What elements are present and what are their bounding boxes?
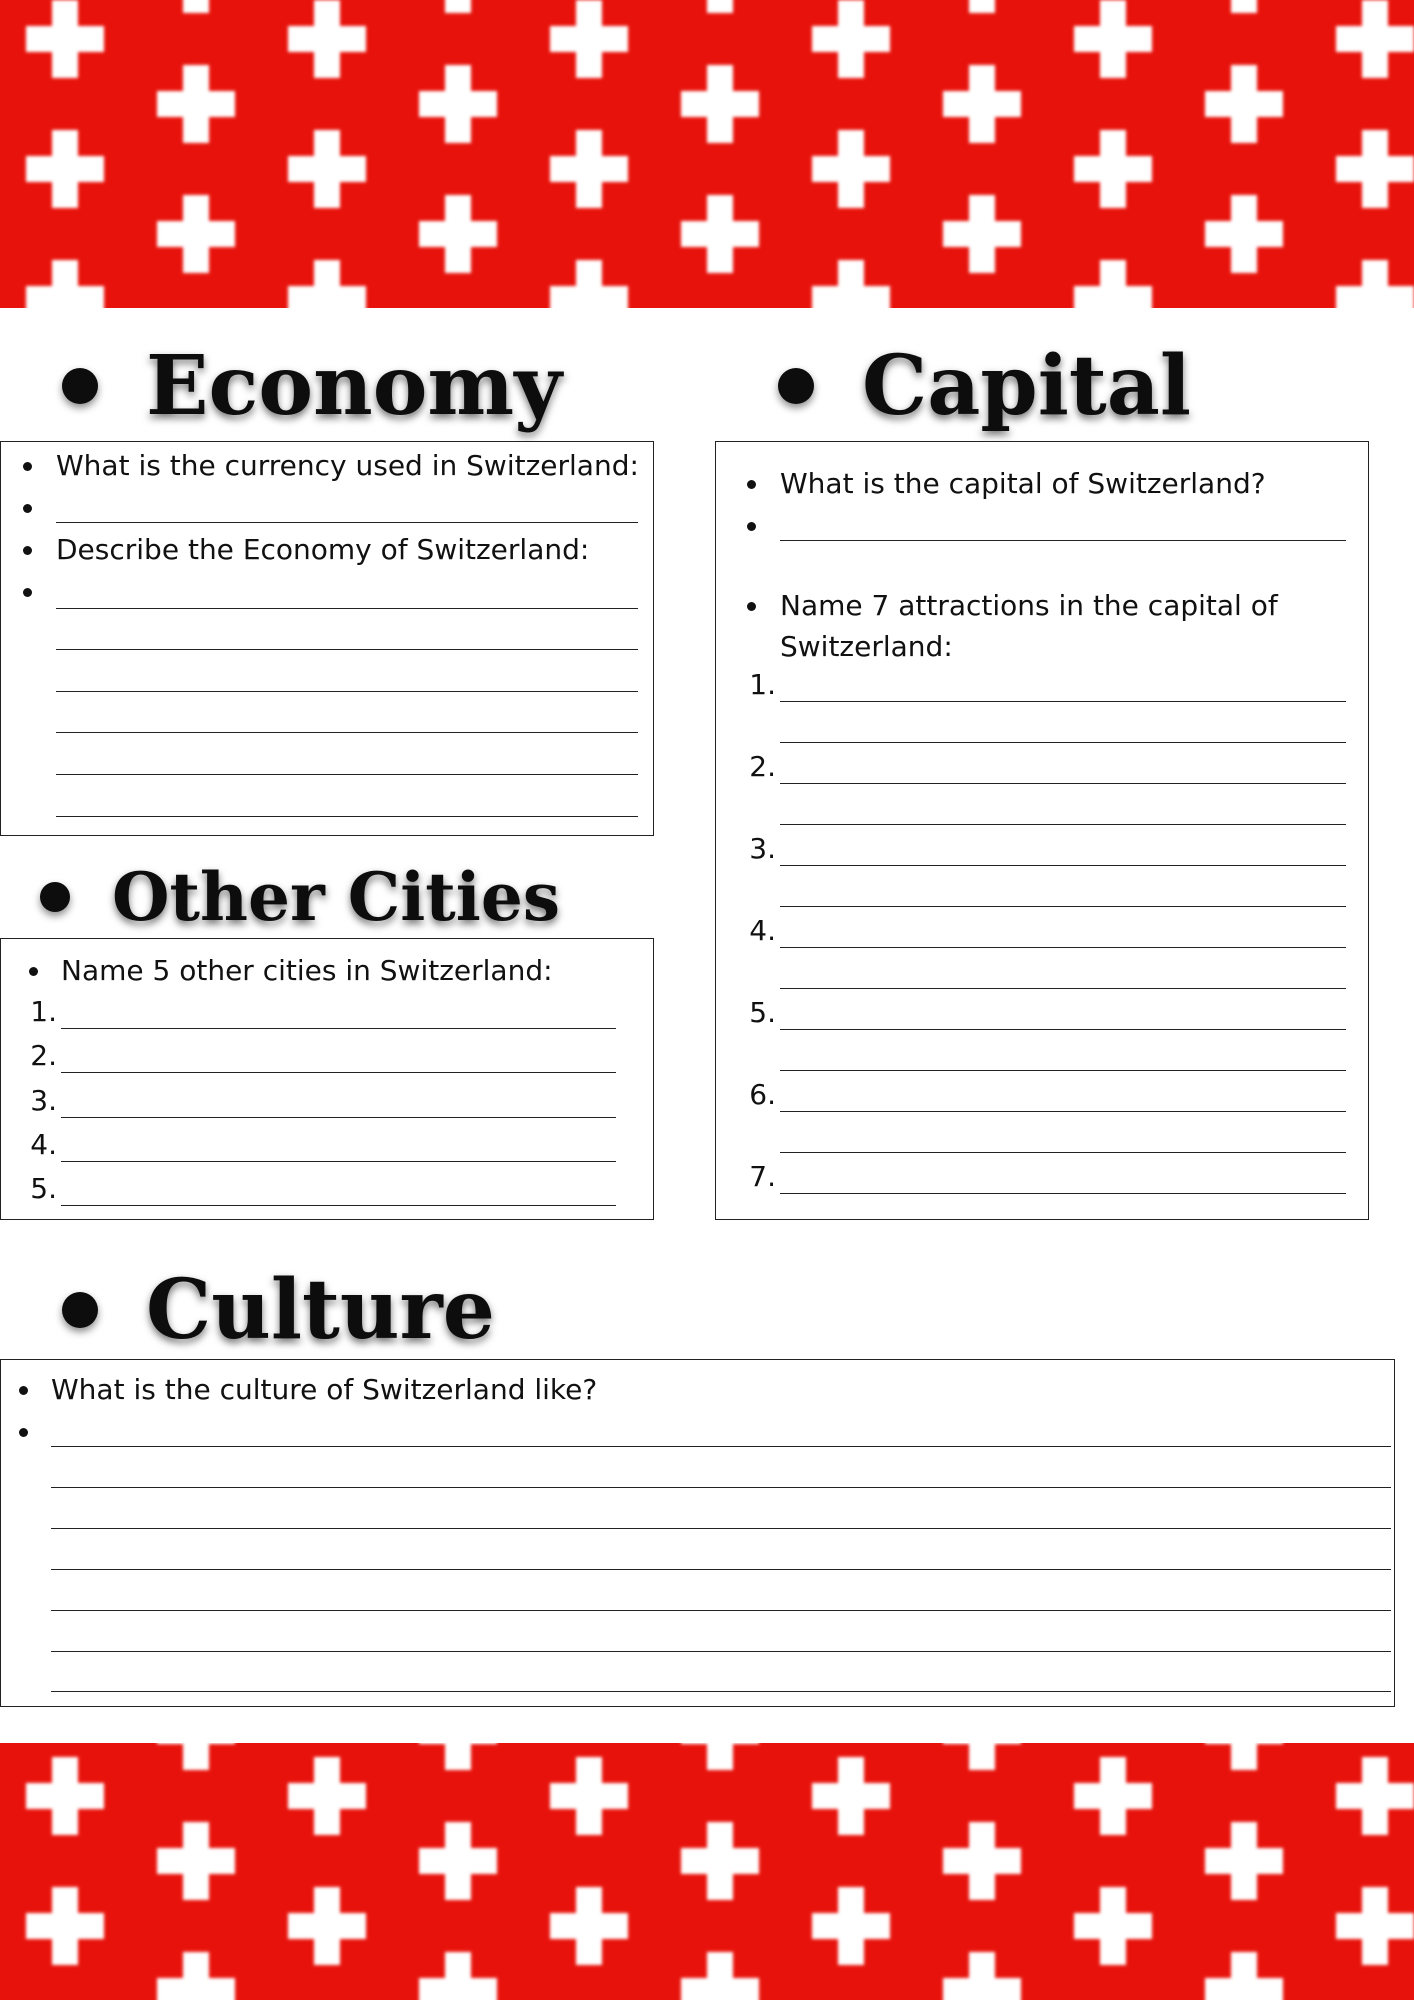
- answer-line[interactable]: [51, 1610, 1391, 1611]
- economy-question-currency: What is the currency used in Switzerland:: [56, 449, 639, 482]
- answer-line[interactable]: [61, 1117, 616, 1118]
- answer-line[interactable]: [61, 1072, 616, 1073]
- answer-line[interactable]: [56, 816, 638, 817]
- heading-bullet: [62, 1292, 98, 1328]
- answer-line[interactable]: [780, 824, 1346, 825]
- answer-line[interactable]: [780, 865, 1346, 866]
- answer-line[interactable]: [51, 1651, 1391, 1652]
- culture-box: [0, 1359, 1395, 1707]
- answer-line[interactable]: [61, 1028, 616, 1029]
- answer-line[interactable]: [780, 701, 1346, 702]
- answer-line[interactable]: [51, 1569, 1391, 1570]
- answer-line[interactable]: [51, 1691, 1391, 1692]
- culture-heading: [62, 1262, 495, 1358]
- list-number: 3.: [749, 832, 776, 865]
- economy-box: [0, 441, 654, 836]
- culture-question: What is the culture of Switzerland like?: [51, 1373, 598, 1406]
- answer-line[interactable]: [780, 906, 1346, 907]
- economy-title: Economy: [146, 338, 562, 434]
- list-number: 1.: [30, 995, 57, 1028]
- bullet: [23, 504, 32, 513]
- economy-question-describe: Describe the Economy of Switzerland:: [56, 533, 590, 566]
- swiss-cross-banner-bottom: [0, 1743, 1414, 2000]
- bullet: [23, 588, 32, 597]
- answer-line[interactable]: [780, 1193, 1346, 1194]
- other-cities-heading: [40, 858, 560, 936]
- list-number: 1.: [749, 668, 776, 701]
- swiss-cross-banner-top: [0, 0, 1414, 308]
- bullet: [747, 602, 756, 611]
- bullet: [747, 480, 756, 489]
- other-cities-title: Other Cities: [112, 858, 561, 936]
- answer-line[interactable]: [51, 1528, 1391, 1529]
- cross-pattern: [0, 0, 1414, 308]
- answer-line[interactable]: [780, 1111, 1346, 1112]
- capital-title: Capital: [862, 338, 1192, 434]
- cities-question: Name 5 other cities in Switzerland:: [61, 954, 553, 987]
- capital-question-attractions-cont: Switzerland:: [780, 630, 953, 663]
- capital-box: [715, 441, 1369, 1220]
- economy-heading: [62, 338, 562, 434]
- answer-line[interactable]: [780, 540, 1346, 541]
- answer-line[interactable]: [780, 988, 1346, 989]
- list-number: 7.: [749, 1160, 776, 1193]
- bullet: [23, 546, 32, 555]
- answer-line[interactable]: [56, 608, 638, 609]
- bullet: [23, 462, 32, 471]
- answer-line[interactable]: [56, 649, 638, 650]
- answer-line[interactable]: [780, 1152, 1346, 1153]
- answer-line[interactable]: [51, 1487, 1391, 1488]
- capital-question-name: What is the capital of Switzerland?: [780, 467, 1266, 500]
- answer-line[interactable]: [61, 1205, 616, 1206]
- bullet: [29, 967, 38, 976]
- cross-pattern: [0, 1743, 1414, 2000]
- list-number: 5.: [749, 996, 776, 1029]
- answer-line[interactable]: [780, 947, 1346, 948]
- bullet: [19, 1428, 28, 1437]
- heading-bullet: [778, 368, 814, 404]
- answer-line[interactable]: [780, 1029, 1346, 1030]
- list-number: 4.: [30, 1128, 57, 1161]
- list-number: 6.: [749, 1078, 776, 1111]
- answer-line[interactable]: [56, 774, 638, 775]
- answer-line[interactable]: [56, 691, 638, 692]
- bullet: [747, 522, 756, 531]
- heading-bullet: [62, 368, 98, 404]
- list-number: 3.: [30, 1084, 57, 1117]
- answer-line[interactable]: [780, 783, 1346, 784]
- heading-bullet: [40, 882, 70, 912]
- capital-heading: [778, 338, 1191, 434]
- other-cities-box: [0, 938, 654, 1220]
- answer-line[interactable]: [780, 1070, 1346, 1071]
- list-number: 4.: [749, 914, 776, 947]
- answer-line[interactable]: [51, 1446, 1391, 1447]
- answer-line[interactable]: [780, 742, 1346, 743]
- answer-line[interactable]: [56, 732, 638, 733]
- answer-line[interactable]: [61, 1161, 616, 1162]
- culture-title: Culture: [146, 1262, 495, 1358]
- list-number: 2.: [749, 750, 776, 783]
- capital-question-attractions: Name 7 attractions in the capital of: [780, 589, 1278, 622]
- answer-line[interactable]: [56, 522, 638, 523]
- bullet: [19, 1386, 28, 1395]
- list-number: 5.: [30, 1172, 57, 1205]
- list-number: 2.: [30, 1039, 57, 1072]
